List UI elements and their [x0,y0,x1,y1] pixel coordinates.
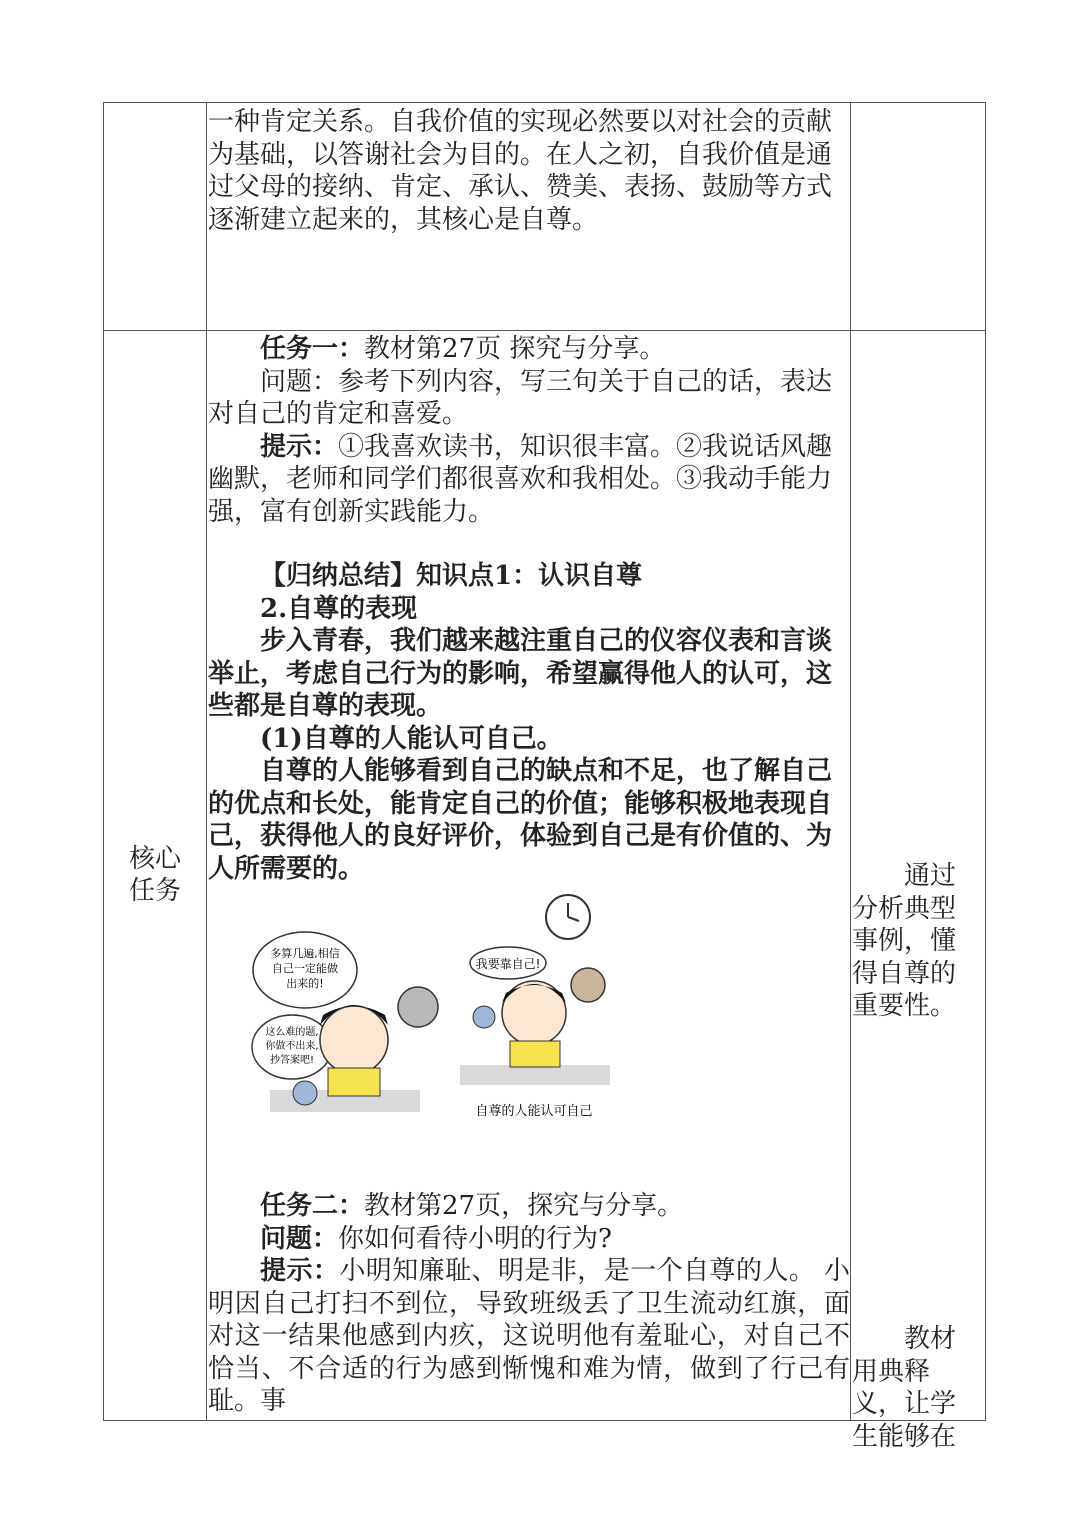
summary-paragraph-2: 自尊的人能够看到自己的缺点和不足，也了解自己的优点和长处，能肯定自己的价值；能够积极地表现自己，获得他人的良好评价，体验到自己是有价值的、为人所需要的。 [208,756,833,884]
design-intent-1: 通过分析典型事例，懂得自尊的重要性。 [852,861,957,1021]
task1-question: 问题：参考下列内容，写三句关于自己的话，表达对自己的肯定和喜爱。 [208,366,833,429]
row2-content-cell [208,333,850,885]
task2-question: 问题：你如何看待小明的行为? [260,1223,612,1254]
table-right-border [985,102,986,1421]
task1-hint: 提示：①我喜欢读书，知识很丰富。②我说话风趣幽默，老师和同学们都很喜欢和我相处。③我动手能力强，富有创新实践能力。 [208,431,833,527]
task2-hint: 提示：小明知廉耻、明是非，是一个自尊的人。 小明因自己打扫不到位，导致班级丢了卫生流动红旗，面对这一结果他感到内疚，这说明他有羞耻心，对自己不恰当、不合适的行为感到惭愧和难为情，做到了行己有耻。事 [208,1256,850,1416]
svg-text:自己一定能做: 自己一定能做 [272,962,338,975]
svg-text:我要靠自己!: 我要靠自己! [475,957,541,971]
svg-text:你做不出来,: 你做不出来, [265,1041,319,1052]
summary-paragraph-1: 步入青春，我们越来越注重自己的仪容仪表和言谈举止，考虑自己行为的影响，希望赢得他人的认可，这些都是自尊的表现。 [208,626,833,721]
task2-line: 任务二：教材第27页，探究与分享。 [260,1191,684,1221]
svg-text:多算几遍,相信: 多算几遍,相信 [270,947,340,960]
design-intent-2: 教材用典释义，让学生能够在 [852,1324,957,1452]
illustration-self-respect [250,885,620,1140]
boy-shirt-left [328,1068,380,1096]
point-1: (1)自尊的人能认可自己。 [260,723,563,754]
row-label-core-task: 核心 任务 [128,844,181,906]
table-left-border [103,102,104,1421]
table-top-border [103,102,986,103]
angel-icon [398,987,438,1027]
task1-line: 任务一：教材第27页 探究与分享。 [260,334,666,364]
row1-paragraph: 一种肯定关系。自我价值的实现必然要以对社会的贡献为基础，以答谢社会为目的。在人之初，自我价值是通过父母的接纳、肯定、承认、赞美、表扬、鼓励等方式逐渐建立起来的，其核心是自尊。 [208,107,833,235]
illustration-caption: 自尊的人能认可自己 [475,1104,593,1119]
row2-lower-content [208,1190,850,1418]
svg-text:出来的!: 出来的! [286,977,324,990]
summary-title: 【归纳总结】知识点1：认识自尊 [260,561,643,591]
angel-icon [571,968,605,1002]
boy-face-left [320,1006,388,1074]
row1-content-cell [208,106,850,236]
boy-shirt-right [510,1041,560,1067]
row-divider [103,330,986,331]
devil-icon [293,1081,317,1105]
column-divider-2 [850,102,851,1421]
svg-text:抄答案吧!: 抄答案吧! [269,1055,315,1066]
desk-right [460,1065,610,1085]
devil-icon [473,1006,495,1028]
svg-text:这么难的题,: 这么难的题, [265,1027,319,1038]
column-divider-1 [206,102,207,1421]
sub-title: 2.自尊的表现 [260,593,418,624]
